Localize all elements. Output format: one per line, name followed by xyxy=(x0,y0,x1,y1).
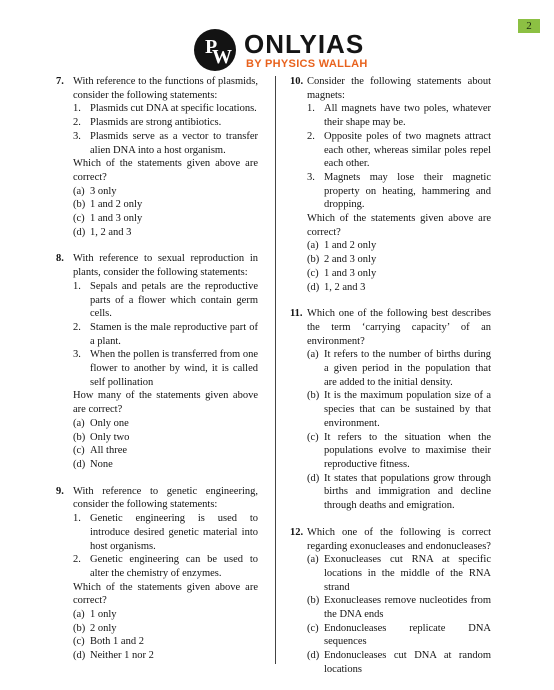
answer-option xyxy=(73,431,258,445)
answer-option xyxy=(307,594,491,621)
statement-item xyxy=(73,116,258,130)
right-column xyxy=(290,75,491,690)
option-letter: (d) xyxy=(307,650,320,662)
answer-option xyxy=(73,635,258,649)
option-letter: (d) xyxy=(307,472,320,484)
answer-option xyxy=(73,198,258,212)
question-block xyxy=(290,307,491,513)
option-letter: (c) xyxy=(73,636,85,648)
option-text: 1 and 2 only xyxy=(324,240,377,252)
option-text: Only one xyxy=(90,417,129,429)
question-number: 11. xyxy=(290,308,303,320)
left-column xyxy=(56,75,258,676)
statement-text: Plasmids are strong antibiotics. xyxy=(90,117,222,129)
page-number-badge: 2 xyxy=(518,19,540,33)
option-letter: (b) xyxy=(307,595,320,607)
question-block xyxy=(56,252,258,471)
option-letter: (b) xyxy=(73,199,86,211)
brand-name: ONLYIAS xyxy=(244,29,365,59)
question-stem: Which one of the following best describes the term ‘carrying capacity’ of an environment? xyxy=(307,308,491,347)
answer-option xyxy=(307,649,491,676)
answer-option xyxy=(73,226,258,240)
question-number: 10. xyxy=(290,76,304,87)
answer-option xyxy=(73,185,258,199)
option-text: Endonucleases replicate DNA sequences xyxy=(324,622,491,648)
option-letter: (b) xyxy=(73,622,86,634)
option-letter: (d) xyxy=(307,281,320,293)
question-block xyxy=(290,75,491,294)
logo-letter-w: W xyxy=(212,46,232,68)
answer-option xyxy=(307,348,491,389)
statement-number: 1. xyxy=(73,280,81,292)
option-letter: (d) xyxy=(73,458,86,470)
question-stem: With reference to the functions of plasmids, consider the following statements: xyxy=(73,76,258,101)
option-letter: (c) xyxy=(73,445,85,457)
pw-logo-icon xyxy=(194,29,236,71)
statement-text: Sepals and petals are the reproductive parts of a flower which contain germ cells. xyxy=(90,280,258,320)
question-prompt: Which of the statements given above are correct? xyxy=(307,213,491,238)
question-prompt: Which of the statements given above are correct? xyxy=(73,158,258,183)
option-text: 1 and 3 only xyxy=(324,267,377,279)
question-prompt: Which of the statements given above are correct? xyxy=(73,581,258,607)
question-prompt: How many of the statements given above are correct? xyxy=(73,390,258,416)
option-letter: (a) xyxy=(73,185,85,197)
statement-item xyxy=(73,512,258,553)
option-letter: (c) xyxy=(73,213,85,225)
answer-option xyxy=(307,253,491,267)
option-text: 1, 2 and 3 xyxy=(90,226,132,238)
statement-text: Opposite poles of two magnets attract each other, whereas similar poles repel each other. xyxy=(324,130,491,170)
option-text: 1 and 3 only xyxy=(90,213,143,225)
question-block xyxy=(290,526,491,677)
question-number: 8. xyxy=(56,253,64,265)
answer-option xyxy=(307,389,491,430)
statement-number: 2. xyxy=(73,117,81,129)
answer-option xyxy=(307,622,491,649)
answer-option xyxy=(73,444,258,458)
option-text: 2 only xyxy=(90,622,117,634)
answer-option xyxy=(307,267,491,281)
question-head xyxy=(56,75,258,102)
option-letter: (c) xyxy=(307,431,319,443)
answer-option xyxy=(307,553,491,594)
answer-option xyxy=(73,212,258,226)
statement-text: When the pollen is transferred from one flower to another by wind, it is called self pollination xyxy=(90,349,258,388)
logo-letter-p: P xyxy=(205,36,218,58)
header xyxy=(0,26,554,74)
option-text: Exonucleases remove nucleotides from the DNA ends xyxy=(324,595,491,621)
statement-item xyxy=(73,321,258,348)
option-text: Only two xyxy=(90,431,130,443)
option-letter: (d) xyxy=(73,226,86,238)
statement-text: Genetic engineering is used to introduce desired genetic material into host organisms. xyxy=(90,513,258,552)
answer-option xyxy=(73,622,258,636)
statement-item xyxy=(73,280,258,321)
option-text: It refers to the number of births during a given period in the population that are added to the initial density. xyxy=(324,349,491,388)
statement-number: 3. xyxy=(73,349,81,361)
option-text: Exonucleases cut RNA at specific locations in the middle of the RNA strand xyxy=(324,554,491,593)
statement-text: Stamen is the male reproductive part of a plant. xyxy=(90,321,258,347)
statement-text: All magnets have two poles, whatever their shape may be. xyxy=(324,103,491,129)
question-head xyxy=(290,307,491,348)
question-block xyxy=(56,485,258,663)
statement-item xyxy=(307,130,491,171)
column-divider xyxy=(275,76,276,664)
question-stem: Which one of the following is correct regarding exonucleases and endonucleases? xyxy=(307,526,491,552)
option-text: Neither 1 nor 2 xyxy=(90,650,154,662)
option-letter: (d) xyxy=(73,650,86,662)
statement-number: 1. xyxy=(73,103,81,115)
question-stem: With reference to genetic engineering, consider the following statements: xyxy=(73,485,258,511)
answer-option xyxy=(307,281,491,295)
statement-item xyxy=(73,553,258,580)
answer-option xyxy=(307,431,491,472)
answer-option xyxy=(73,649,258,663)
option-letter: (a) xyxy=(307,554,319,566)
question-stem: With reference to sexual reproduction in plants, consider the following statements: xyxy=(73,253,258,279)
option-letter: (b) xyxy=(73,431,86,443)
statement-item xyxy=(307,102,491,129)
option-letter: (c) xyxy=(307,622,319,634)
option-text: It is the maximum population size of a species that can be sustained by that environment. xyxy=(324,390,491,429)
question-head xyxy=(56,485,258,512)
option-letter: (a) xyxy=(307,240,319,252)
option-text: It refers to the situation when the populations evolve to maximise their reproductive fitness. xyxy=(324,431,491,470)
question-stem: Consider the following statements about magnets: xyxy=(307,76,491,101)
option-text: 2 and 3 only xyxy=(324,254,377,266)
option-text: Both 1 and 2 xyxy=(90,636,144,648)
option-text: 1, 2 and 3 xyxy=(324,281,366,293)
answer-option xyxy=(73,458,258,472)
statement-number: 3. xyxy=(307,171,315,183)
question-number: 7. xyxy=(56,76,64,87)
question-number: 9. xyxy=(56,485,64,497)
statement-item xyxy=(73,130,258,157)
question-number: 12. xyxy=(290,526,304,538)
answer-option xyxy=(73,608,258,622)
question-head xyxy=(290,75,491,102)
statement-item xyxy=(307,171,491,212)
option-letter: (b) xyxy=(307,254,320,266)
option-text: It states that populations grow through births and immigration and decline through deaths and emigration. xyxy=(324,472,491,512)
statement-number: 1. xyxy=(307,103,315,115)
option-text: 1 only xyxy=(90,609,117,621)
option-letter: (a) xyxy=(73,417,85,429)
option-letter: (b) xyxy=(307,390,320,402)
question-head xyxy=(290,526,491,553)
brand-subtitle: BY PHYSICS WALLAH xyxy=(246,58,368,70)
question-head xyxy=(56,252,258,279)
option-text: Endonucleases cut DNA at random locations xyxy=(324,650,491,675)
option-text: 1 and 2 only xyxy=(90,199,143,211)
statement-item xyxy=(73,102,258,116)
answer-option xyxy=(307,472,491,513)
statement-text: Genetic engineering can be used to alter the chemistry of enzymes. xyxy=(90,554,258,579)
statement-item xyxy=(73,348,258,389)
option-letter: (a) xyxy=(73,609,85,621)
statement-number: 2. xyxy=(73,554,81,566)
statement-number: 2. xyxy=(307,130,315,142)
option-text: All three xyxy=(90,445,128,457)
statement-text: Plasmids cut DNA at specific locations. xyxy=(90,103,257,115)
statement-number: 2. xyxy=(73,321,81,333)
statement-text: Plasmids serve as a vector to transfer alien DNA into a host organism. xyxy=(90,130,258,156)
option-letter: (c) xyxy=(307,267,319,279)
option-text: 3 only xyxy=(90,185,117,197)
option-letter: (a) xyxy=(307,349,319,361)
statement-number: 3. xyxy=(73,130,81,142)
statement-number: 1. xyxy=(73,513,81,525)
question-block xyxy=(56,75,258,239)
statement-text: Magnets may lose their magnetic property on heating, hammering and dropping. xyxy=(324,171,491,211)
answer-option xyxy=(73,417,258,431)
answer-option xyxy=(307,239,491,253)
option-text: None xyxy=(90,458,113,470)
